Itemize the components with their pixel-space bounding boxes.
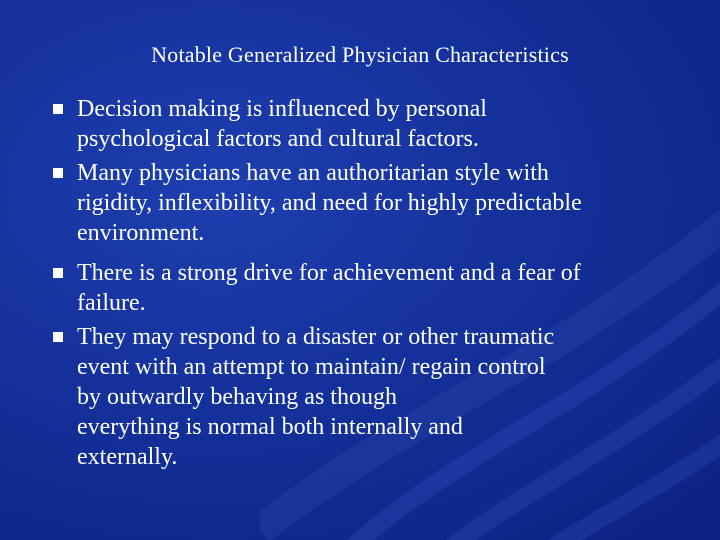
bullet-item <box>50 258 680 318</box>
bullet-list <box>50 94 680 472</box>
bullet-text: Decision making is influenced by personal psychological factors and cultural factors. <box>77 96 487 152</box>
bullet-item <box>50 94 680 154</box>
bullet-text: They may respond to a disaster or other traumatic event with an attempt to maintain/ regain control by outwardly behaving as though everything is normal both internally and externally. <box>77 324 555 470</box>
slide-title: Notable Generalized Physician Characteristics <box>151 42 569 67</box>
square-bullet-icon <box>53 168 63 178</box>
bullet-item <box>50 158 680 248</box>
bullet-text: Many physicians have an authoritarian style with rigidity, inflexibility, and need for highly predictable environment. <box>77 160 582 246</box>
square-bullet-icon <box>53 332 63 342</box>
bullet-text: There is a strong drive for achievement and a fear of failure. <box>77 260 581 316</box>
square-bullet-icon <box>53 268 63 278</box>
bullet-item <box>50 322 680 472</box>
square-bullet-icon <box>53 104 63 114</box>
